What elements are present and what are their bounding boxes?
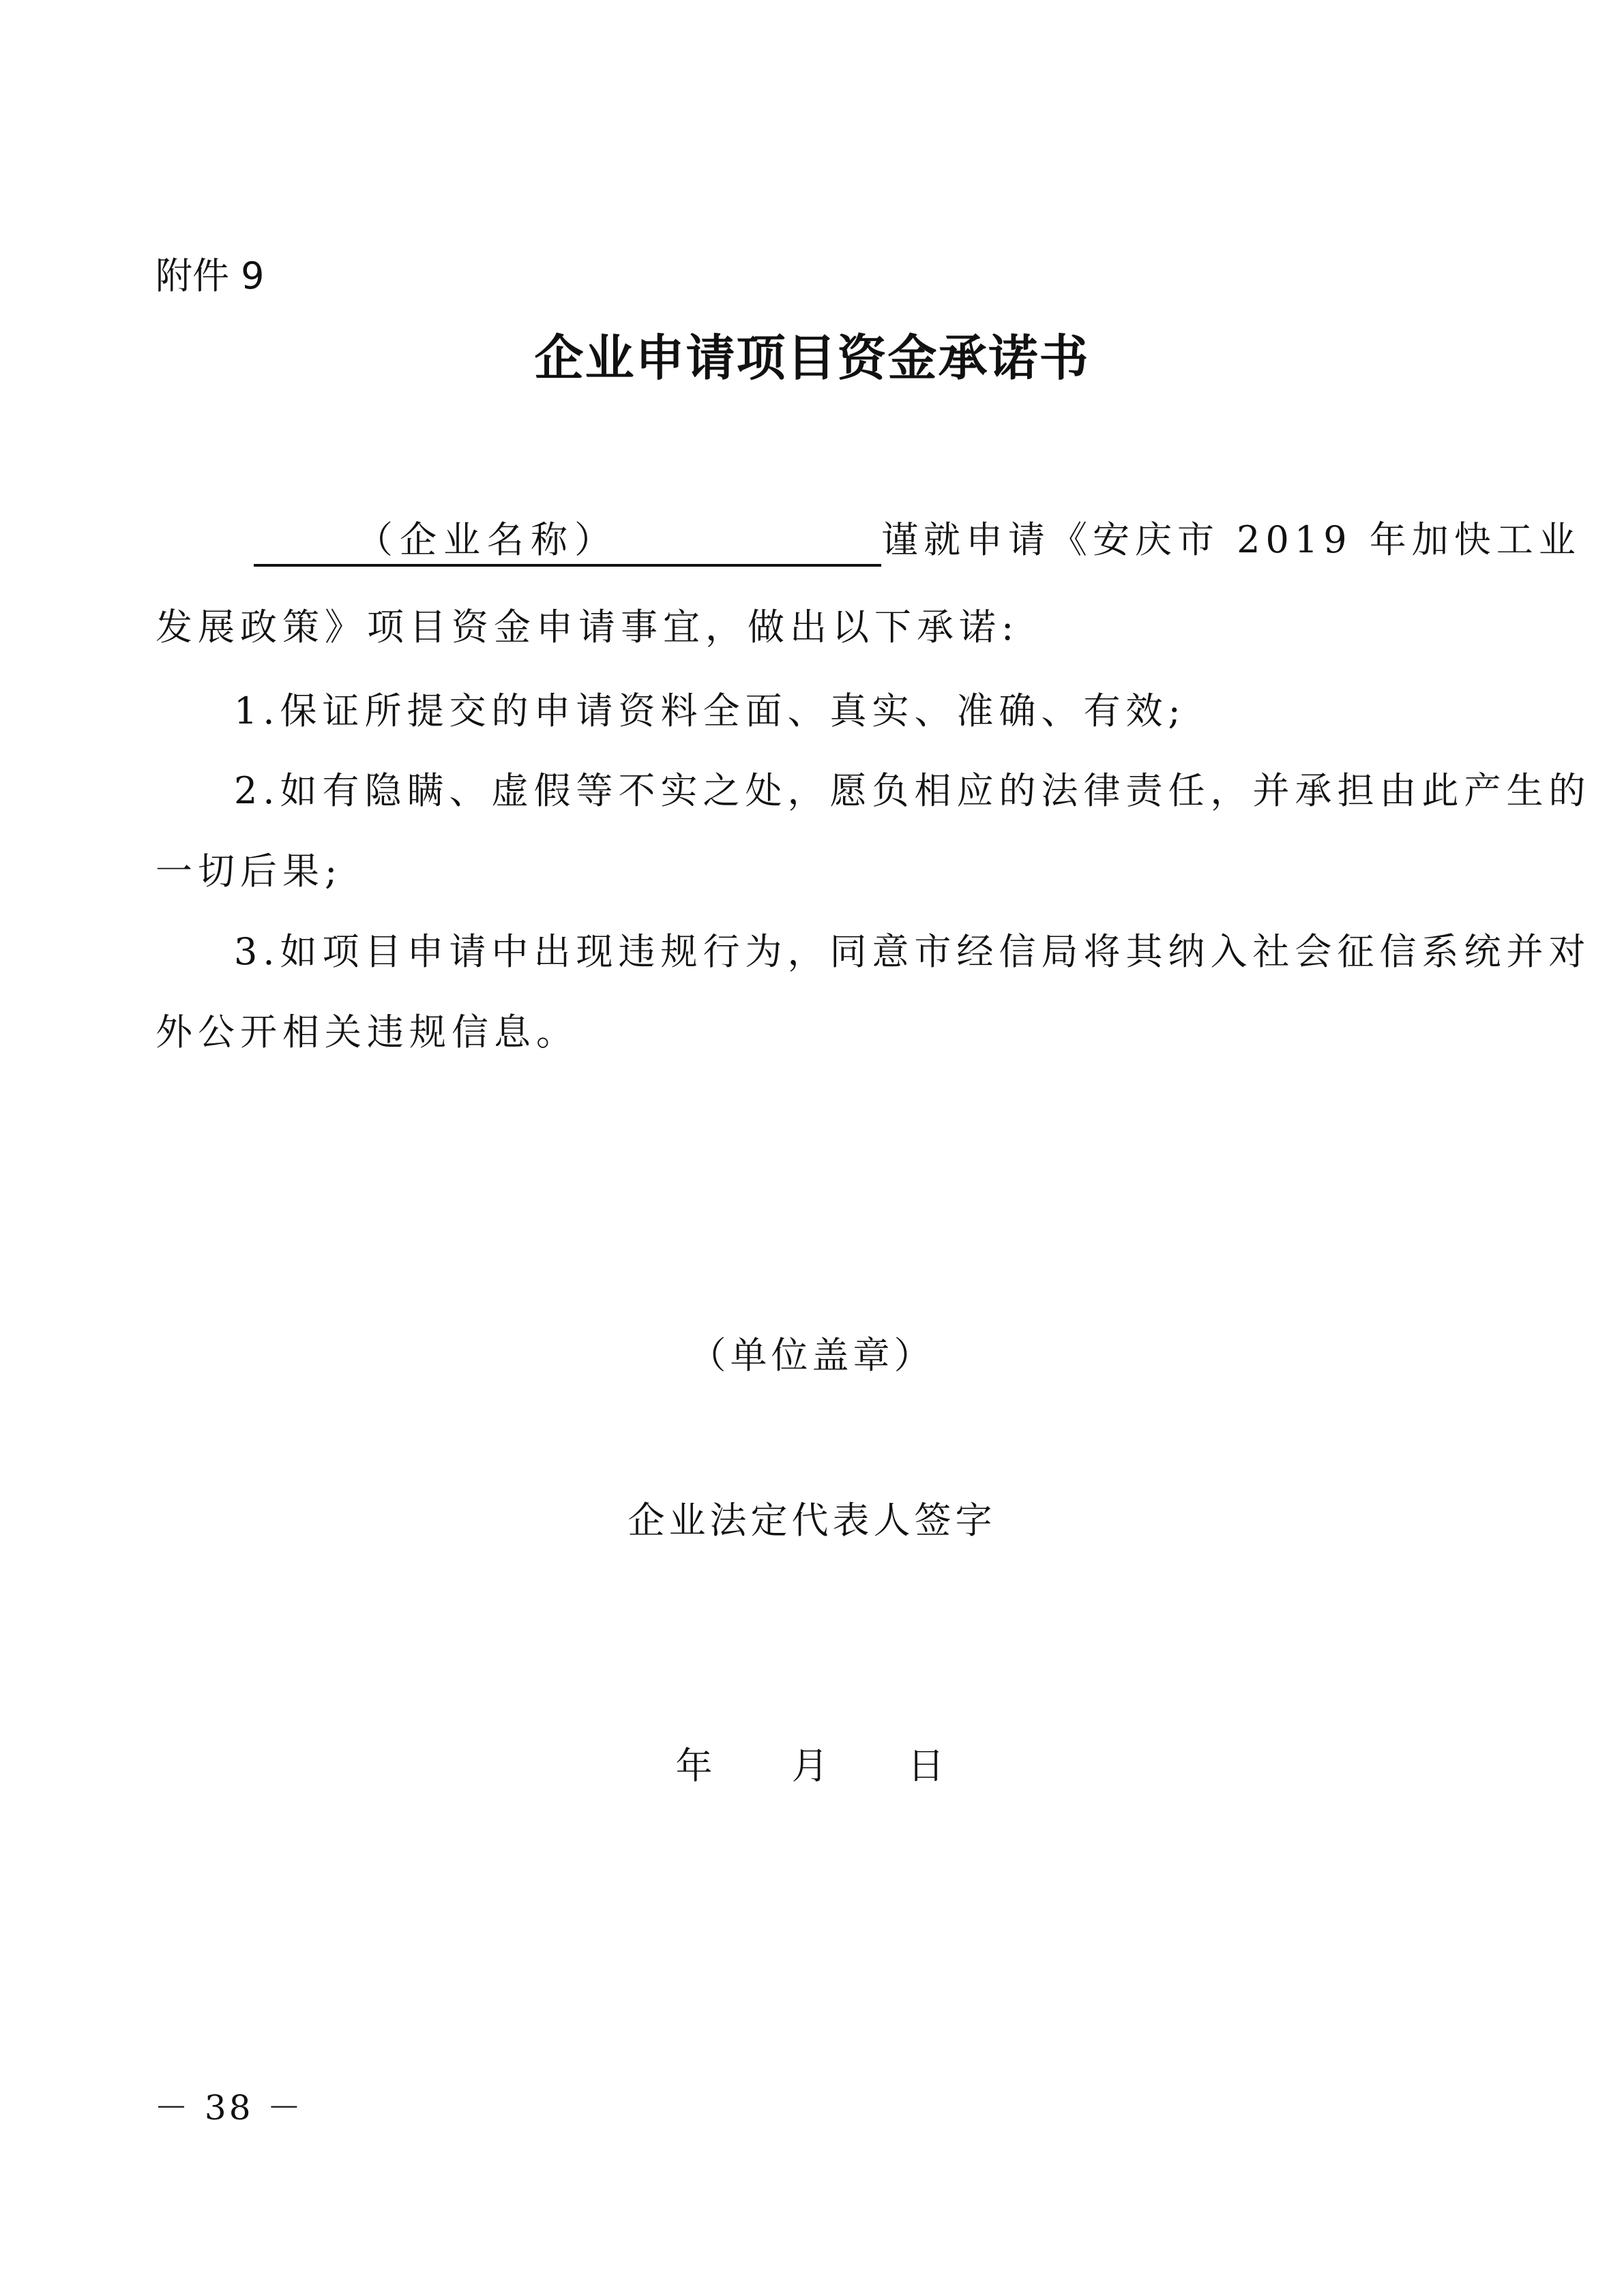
document-title: 企业申请项目资金承诺书 bbox=[534, 329, 1090, 387]
seal-label: （单位盖章） bbox=[689, 1334, 935, 1377]
commitment-item-3-continued: 外公开相关违规信息。 bbox=[156, 1011, 578, 1054]
attachment-label: 附件 9 bbox=[156, 254, 265, 297]
company-name-blank[interactable]: （企业名称） bbox=[254, 516, 881, 567]
page-number: － 38 － bbox=[154, 2088, 304, 2128]
intro-line-1 bbox=[254, 513, 1581, 567]
date-day: 日 bbox=[907, 1744, 949, 1787]
representative-signature-label: 企业法定代表人签字 bbox=[628, 1499, 996, 1542]
date-month: 月 bbox=[791, 1744, 833, 1787]
signature-date bbox=[0, 1739, 1624, 1793]
commitment-item-2-continued: 一切后果; bbox=[156, 850, 343, 893]
commitment-item-1: 1.保证所提交的申请资料全面、真实、准确、有效; bbox=[234, 689, 1186, 732]
intro-line-2: 发展政策》项目资金申请事宜，做出以下承诺: bbox=[156, 606, 1020, 648]
commitment-item-3: 3.如项目申请中出现违规行为，同意市经信局将其纳入社会征信系统并对 bbox=[234, 930, 1591, 973]
date-year: 年 bbox=[675, 1744, 717, 1787]
intro-line-1-text: 谨就申请《安庆市 2019 年加快工业 bbox=[881, 518, 1581, 561]
commitment-item-2: 2.如有隐瞒、虚假等不实之处，愿负相应的法律责任，并承担由此产生的 bbox=[234, 769, 1591, 812]
